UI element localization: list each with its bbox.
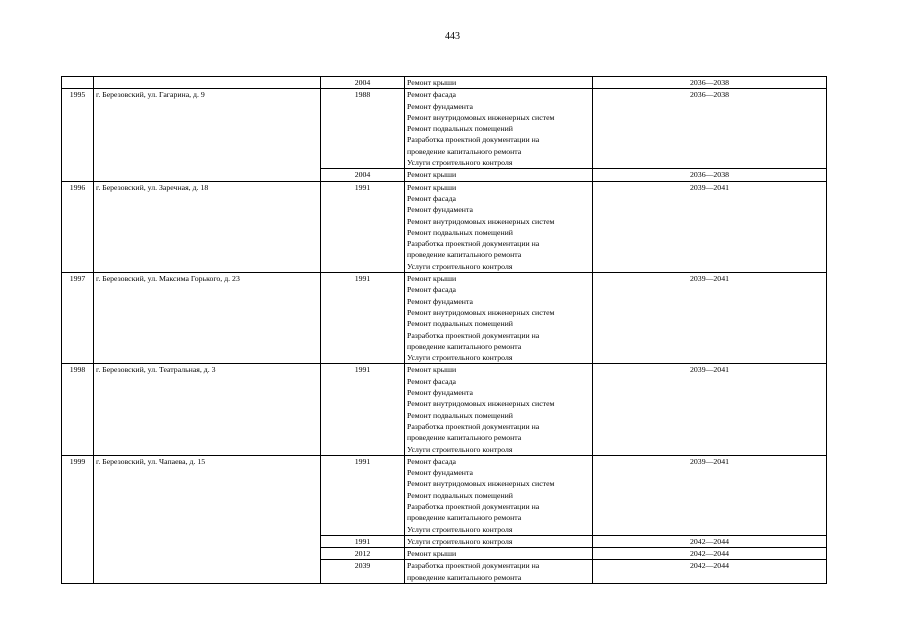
capital-repair-table: [61, 76, 827, 584]
works-cell: [405, 455, 593, 535]
works-cell: [405, 273, 593, 364]
works-cell: [405, 77, 593, 89]
period-cell: 2039—2041: [593, 364, 827, 455]
page-number: 443: [445, 31, 460, 42]
year-cell: 1991: [321, 364, 405, 455]
work-item: Ремонт крыши: [407, 170, 457, 180]
row-number: [62, 77, 94, 89]
work-item: Услуги строительного контроля: [407, 158, 513, 168]
work-item: Ремонт подвальных помещений: [407, 490, 513, 500]
year-cell: 1988: [321, 89, 405, 169]
address-cell: г. Березовский, ул. Театральная, д. 3: [94, 364, 321, 455]
work-item: Ремонт фасада: [407, 285, 457, 295]
period-cell: 2039—2041: [593, 455, 827, 535]
work-item: Ремонт фасада: [407, 90, 457, 100]
work-item: Ремонт внутридомовых инженерных систем: [407, 307, 555, 317]
work-item: Ремонт фасада: [407, 193, 457, 203]
row-number: 1996: [62, 181, 94, 272]
work-item: Ремонт подвальных помещений: [407, 410, 513, 420]
work-item: Ремонт фасада: [407, 376, 457, 386]
work-item: проведение капитального ремонта: [407, 572, 522, 582]
row-number: 1997: [62, 273, 94, 364]
table-row: [62, 455, 827, 535]
year-cell: 1991: [321, 181, 405, 272]
period-cell: 2036—2038: [593, 77, 827, 89]
work-item: Ремонт крыши: [407, 182, 457, 192]
table-row: [62, 77, 827, 89]
address-cell: г. Березовский, ул. Заречная, д. 18: [94, 181, 321, 272]
work-item: Ремонт внутридомовых инженерных систем: [407, 399, 555, 409]
work-item: Разработка проектной документации на: [407, 239, 540, 249]
year-cell: 2012: [321, 548, 405, 560]
address-cell: г. Березовский, ул. Гагарина, д. 9: [94, 89, 321, 181]
works-cell: [405, 181, 593, 272]
work-item: Ремонт внутридомовых инженерных систем: [407, 479, 555, 489]
year-cell: 1991: [321, 273, 405, 364]
table-row: [62, 181, 827, 272]
work-item: Услуги строительного контроля: [407, 524, 513, 534]
work-item: проведение капитального ремонта: [407, 250, 522, 260]
work-item: проведение капитального ремонта: [407, 433, 522, 443]
year-cell: 2004: [321, 77, 405, 89]
work-item: Ремонт фундамента: [407, 388, 473, 398]
work-item: Ремонт фундамента: [407, 296, 473, 306]
works-cell: [405, 364, 593, 455]
work-item: Ремонт подвальных помещений: [407, 227, 513, 237]
work-item: Ремонт внутридомовых инженерных систем: [407, 112, 555, 122]
work-item: Ремонт крыши: [407, 274, 457, 284]
year-cell: 1991: [321, 455, 405, 535]
table-row: [62, 364, 827, 455]
table-row: [62, 89, 827, 169]
work-item: Разработка проектной документации на: [407, 561, 540, 571]
work-item: Ремонт фундамента: [407, 205, 473, 215]
work-item: Ремонт подвальных помещений: [407, 319, 513, 329]
work-item: Ремонт фундамента: [407, 468, 473, 478]
row-number: 1998: [62, 364, 94, 455]
work-item: проведение капитального ремонта: [407, 146, 522, 156]
year-cell: 1991: [321, 535, 405, 547]
work-item: Разработка проектной документации на: [407, 330, 540, 340]
work-item: Ремонт фасада: [407, 456, 457, 466]
work-item: Разработка проектной документации на: [407, 135, 540, 145]
work-item: Ремонт фундамента: [407, 101, 473, 111]
work-item: Разработка проектной документации на: [407, 501, 540, 511]
row-number: 1995: [62, 89, 94, 181]
work-item: Разработка проектной документации на: [407, 421, 540, 431]
work-item: Услуги строительного контроля: [407, 536, 513, 546]
period-cell: 2039—2041: [593, 273, 827, 364]
year-cell: 2039: [321, 560, 405, 584]
work-item: проведение капитального ремонта: [407, 513, 522, 523]
works-cell: [405, 548, 593, 560]
works-cell: [405, 169, 593, 181]
period-cell: 2042—2044: [593, 535, 827, 547]
period-cell: 2039—2041: [593, 181, 827, 272]
work-item: Ремонт крыши: [407, 365, 457, 375]
period-cell: 2042—2044: [593, 560, 827, 584]
work-item: Ремонт крыши: [407, 549, 457, 559]
period-cell: 2042—2044: [593, 548, 827, 560]
works-cell: [405, 89, 593, 169]
works-cell: [405, 535, 593, 547]
address-cell: г. Березовский, ул. Чапаева, д. 15: [94, 455, 321, 583]
address-cell: г. Березовский, ул. Максима Горького, д. 23: [94, 273, 321, 364]
work-item: Услуги строительного контроля: [407, 353, 513, 363]
work-item: проведение капитального ремонта: [407, 341, 522, 351]
work-item: Услуги строительного контроля: [407, 261, 513, 271]
work-item: Ремонт внутридомовых инженерных систем: [407, 216, 555, 226]
work-item: Услуги строительного контроля: [407, 444, 513, 454]
address-cell: [94, 77, 321, 89]
work-item: Ремонт крыши: [407, 78, 457, 87]
work-item: Ремонт подвальных помещений: [407, 124, 513, 134]
table-row: [62, 273, 827, 364]
period-cell: 2036—2038: [593, 89, 827, 169]
period-cell: 2036—2038: [593, 169, 827, 181]
works-cell: [405, 560, 593, 584]
row-number: 1999: [62, 455, 94, 583]
year-cell: 2004: [321, 169, 405, 181]
